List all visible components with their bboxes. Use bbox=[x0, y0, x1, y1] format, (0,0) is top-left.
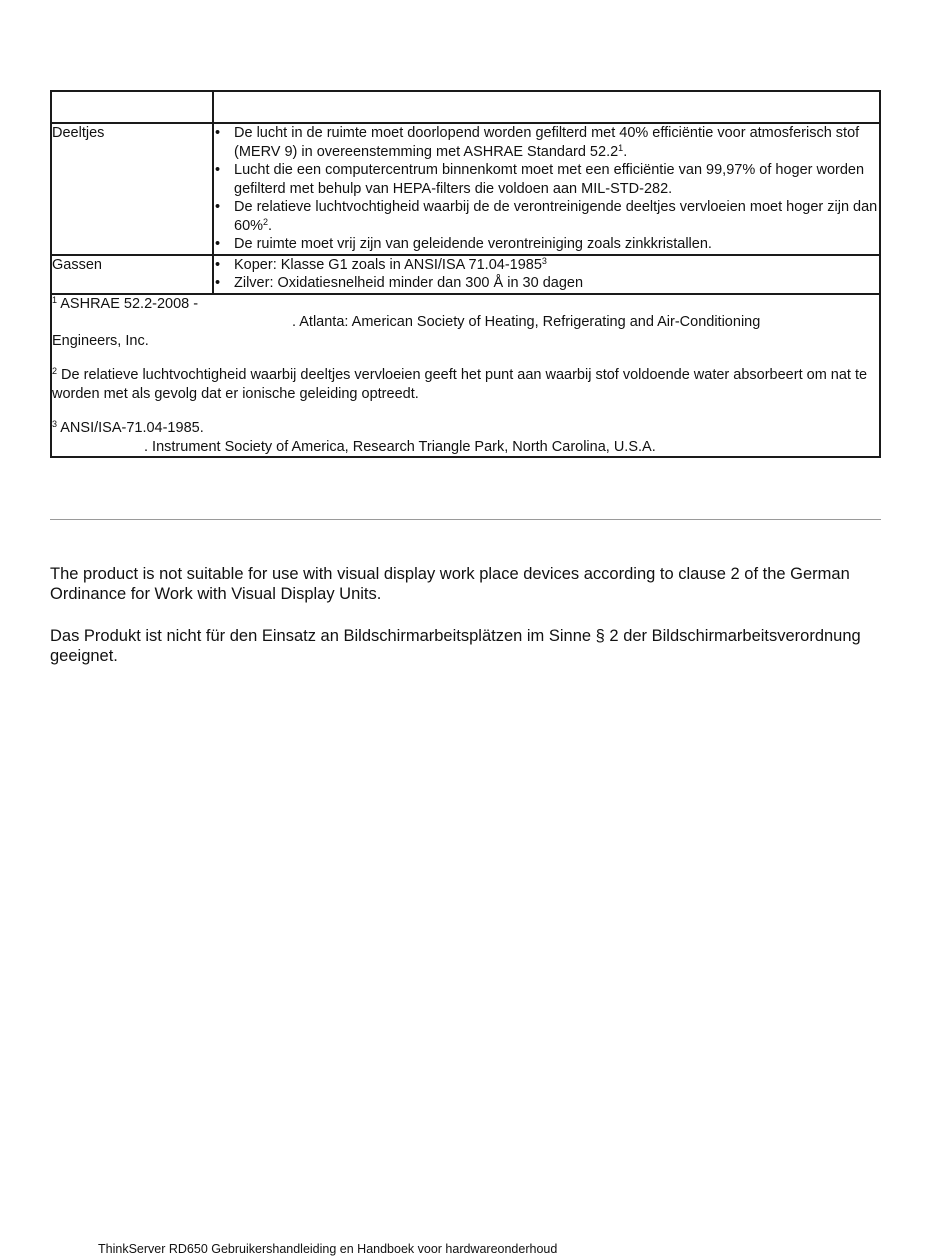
row-content-gases bbox=[213, 255, 880, 294]
footnotes-cell bbox=[51, 294, 880, 458]
header-cell-contaminant bbox=[51, 91, 213, 123]
header-cell-limits bbox=[213, 91, 880, 123]
footnote-2: $^2$ De relatieve luchtvochtigheid waarbij deeltjes vervloeien geeft het punt aan waarbij stof voldoende water absorbeert om nat te worden met als gevolg dat er ionische geleiding optreedt. bbox=[52, 366, 868, 402]
notice-german: Das Produkt ist nicht für den Einsatz an Bildschirmarbeitsplätzen im Sinne § 2 der Bildschirmarbeitsverordnung geeignet. bbox=[50, 627, 861, 665]
page-footer: ThinkServer RD650 Gebruikershandleiding en Handboek voor hardwareonderhoud bbox=[98, 1242, 558, 1256]
section-divider bbox=[50, 519, 881, 520]
notice-english: The product is not suitable for use with visual display work place devices according to clause 2 of the German Ordinance for Work with Visual Display Units. bbox=[50, 565, 850, 603]
list-item: • Zilver: Oxidatiesnelheid minder dan 300 Å in 30 dagen bbox=[214, 274, 879, 293]
table-row-gases bbox=[51, 255, 880, 294]
footnote-ref: 3 bbox=[541, 255, 547, 266]
row-content-particulates bbox=[213, 123, 880, 255]
footnote-3: $^3$ ANSI/ISA-71.04-1985. . Instrument Society of America, Research Triangle Park, North Carolina, U.S.A. bbox=[52, 419, 656, 455]
row-label-gases: Gassen bbox=[51, 255, 213, 294]
list-item: • De ruimte moet vrij zijn van geleidende verontreiniging zoals zinkkristallen. bbox=[214, 235, 879, 254]
row-label-particulates: Deeltjes bbox=[51, 123, 213, 255]
footnote-ref: 1 bbox=[618, 142, 624, 153]
footnote-1: $^1$ ASHRAE 52.2-2008 - . Atlanta: American Society of Heating, Refrigerating and Air-Conditioning Engineers, Inc. bbox=[52, 294, 761, 349]
footnote-ref: 2 bbox=[263, 216, 269, 227]
contamination-table bbox=[50, 90, 881, 458]
table-header-row bbox=[51, 91, 880, 123]
table-footnotes-row bbox=[51, 294, 880, 458]
list-item: • Koper: Klasse G1 zoals in ANSI/ISA 71.04-1985$^3$ bbox=[214, 256, 879, 275]
table-row-particulates bbox=[51, 123, 880, 255]
list-item: • De relatieve luchtvochtigheid waarbij de de verontreinigende deeltjes vervloeien moet hoger zijn dan 60%$^2$. bbox=[214, 198, 879, 235]
list-item: • De lucht in de ruimte moet doorlopend worden gefilterd met 40% efficiëntie voor atmosferisch stof (MERV 9) in overeenstemming met ASHRAE Standard 52.2$^1$. bbox=[214, 124, 879, 161]
list-item: • Lucht die een computercentrum binnenkomt moet met een efficiëntie van 99,97% of hoger worden gefilterd met behulp van HEPA-filters die voldoen aan MIL-STD-282. bbox=[214, 161, 879, 198]
